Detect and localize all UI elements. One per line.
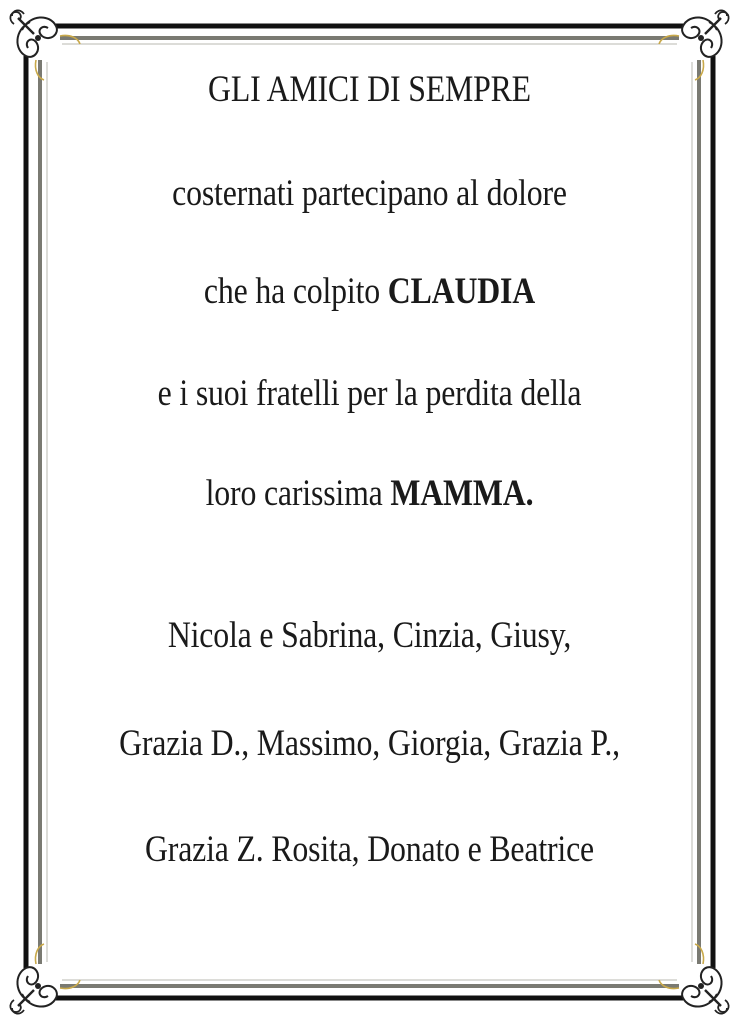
notice-line-2 [93, 270, 646, 314]
signatories-line-1: Nicola e Sabrina, Cinzia, Giusy, [167, 615, 572, 656]
notice-line-4 [93, 472, 646, 516]
signatories-line-2: Grazia D., Massimo, Giorgia, Grazia P., [119, 723, 620, 764]
notice-deceased-relative-name: CLAUDIA [387, 271, 536, 312]
notice-heading: GLI AMICI DI SEMPRE [208, 69, 531, 110]
signatories-line-3: Grazia Z. Rosita, Donato e Beatrice [144, 829, 595, 870]
notice-emphasis-mamma: MAMMA. [390, 473, 534, 514]
notice-line-3: e i suoi fratelli per la perdita della [157, 373, 582, 414]
notice-content [48, 0, 691, 1024]
notice-line-4-prefix: loro carissima [205, 473, 391, 514]
notice-line-1: costernati partecipano al dolore [172, 173, 567, 214]
notice-line-2-prefix: che ha colpito [203, 271, 388, 312]
